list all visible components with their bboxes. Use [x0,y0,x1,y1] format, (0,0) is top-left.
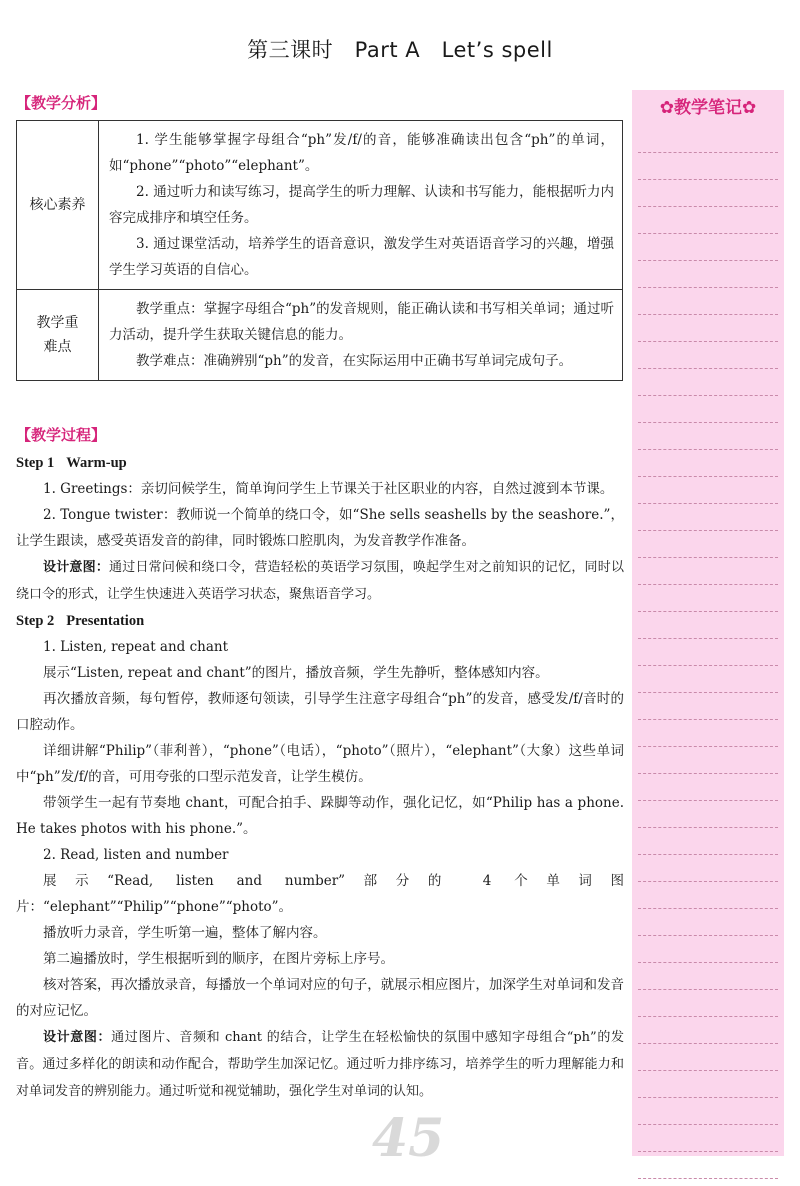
process-paragraph: 详细讲解“Philip”（菲利普），“phone”（电话），“photo”（照片），“elephant”（大象）这些单词中“ph”发/f/的音，可用夸张的口型示范发音，让学生模仿。 [16,743,624,785]
note-line [638,1178,778,1179]
step1-heading [16,450,624,476]
label-line: 教学重 [36,315,79,331]
table-row [17,121,623,290]
process-header: 【教学过程】 [16,426,107,444]
note-line [638,1124,778,1125]
note-line [638,152,778,153]
note-line [638,179,778,180]
note-line [638,827,778,828]
process-paragraph: 2. Tongue twister：教师说一个简单的绕口令，如“She sells seashells by the seashore.”，让学生跟读，感受英语发音的韵律，同时锻炼口腔肌肉，为发音教学作准备。 [16,507,624,549]
note-line [638,206,778,207]
step2-heading [16,608,624,634]
analysis-paragraph: 3. 通过课堂活动，培养学生的语音意识，激发学生对英语语音学习的兴趣，增强学生学习英语的自信心。 [109,236,614,278]
page-number: 45 [372,1108,445,1169]
row-label-core-literacy: 核心素养 [17,121,99,290]
row-label-key-points [17,290,99,381]
note-line [638,719,778,720]
analysis-table [16,120,623,381]
note-line [638,1043,778,1044]
note-line [638,800,778,801]
process-paragraph: 展示“Listen, repeat and chant”的图片，播放音频，学生先静听，整体感知内容。 [43,665,549,681]
design-intent-label: 设计意图： [43,1030,112,1045]
analysis-paragraph: 2. 通过听力和读写练习，提高学生的听力理解、认读和书写能力，能根据听力内容完成排序和填空任务。 [109,184,614,226]
note-line [638,611,778,612]
design-intent-label: 设计意图： [43,560,110,575]
note-line [638,395,778,396]
process-paragraph: 1. Listen, repeat and chant [43,639,229,655]
step2-label: Step 2 [16,613,55,629]
step1-label: Step 1 [16,455,55,471]
note-line [638,233,778,234]
analysis-header: 【教学分析】 [16,94,107,112]
note-line [638,341,778,342]
note-line [638,368,778,369]
process-paragraph: 第二遍播放时，学生根据听到的顺序，在图片旁标上序号。 [43,951,394,967]
note-line [638,854,778,855]
analysis-paragraph: 1. 学生能够掌握字母组合“ph”发/f/的音，能够准确读出包含“ph”的单词，如“phone”“photo”“elephant”。 [109,132,614,174]
process-paragraph: 展示“Read, listen and number”部分的 4 个单词图片：“elephant”“Philip”“phone”“photo”。 [16,873,624,915]
note-line [638,557,778,558]
note-line [638,665,778,666]
note-line [638,584,778,585]
note-line [638,935,778,936]
note-line [638,908,778,909]
note-line [638,881,778,882]
note-line [638,746,778,747]
note-line [638,1016,778,1017]
notes-title: ✿教学笔记✿ [659,98,757,118]
design-intent-text: 通过日常问候和绕口令，营造轻松的英语学习氛围，唤起学生对之前知识的记忆，同时以绕口令的形式，让学生快速进入英语学习状态，聚焦语音学习。 [16,560,624,602]
table-row [17,290,623,381]
note-line [638,260,778,261]
label-line: 难点 [43,339,72,355]
note-line [638,449,778,450]
process-paragraph: 播放听力录音，学生听第一遍，整体了解内容。 [43,925,327,941]
process-paragraph: 1. Greetings：亲切问候学生，简单询问学生上节课关于社区职业的内容，自然过渡到本节课。 [43,481,614,497]
process-paragraph: 带领学生一起有节奏地 chant，可配合拍手、跺脚等动作，强化记忆，如“Philip has a phone. He takes photos with his phone.”。 [16,795,624,837]
note-line [638,692,778,693]
note-line [638,530,778,531]
design-intent [16,554,624,608]
note-line [638,1070,778,1071]
note-line [638,1151,778,1152]
note-line [638,962,778,963]
process-paragraph: 核对答案，再次播放录音，每播放一个单词对应的句子，就展示相应图片，加深学生对单词和发音的对应记忆。 [16,977,624,1019]
row-content-key-points [99,290,623,381]
analysis-paragraph: 教学重点：掌握字母组合“ph”的发音规则，能正确认读和书写相关单词；通过听力活动，提升学生获取关键信息的能力。 [109,301,614,343]
step1-title: Warm-up [66,455,127,471]
note-line [638,503,778,504]
note-line [638,1097,778,1098]
note-line [638,773,778,774]
note-line [638,422,778,423]
process-paragraph: 再次播放音频，每句暂停，教师逐句领读，引导学生注意字母组合“ph”的发音，感受发/f/音时的口腔动作。 [16,691,624,733]
note-line [638,476,778,477]
note-line [638,638,778,639]
notes-lines [638,126,778,1156]
process-body [16,450,624,1105]
process-paragraph: 2. Read, listen and number [43,847,229,863]
step2-title: Presentation [66,613,145,629]
page-title: 第三课时 Part A Let’s spell [247,38,553,62]
design-intent-text: 通过图片、音频和 chant 的结合，让学生在轻松愉快的氛围中感知字母组合“ph”的发音。通过多样化的朗读和动作配合，帮助学生加深记忆。通过听力排序练习，培养学生的听力理解能力和对单词发音的辨别能力。通过听觉和视觉辅助，强化学生对单词的认知。 [16,1030,624,1099]
note-line [638,314,778,315]
note-line [638,989,778,990]
analysis-paragraph: 教学难点：准确辨别“ph”的发音，在实际运用中正确书写单词完成句子。 [136,353,573,369]
row-content-core-literacy [99,121,623,290]
notes-panel [632,90,784,1156]
design-intent [16,1024,624,1105]
note-line [638,287,778,288]
